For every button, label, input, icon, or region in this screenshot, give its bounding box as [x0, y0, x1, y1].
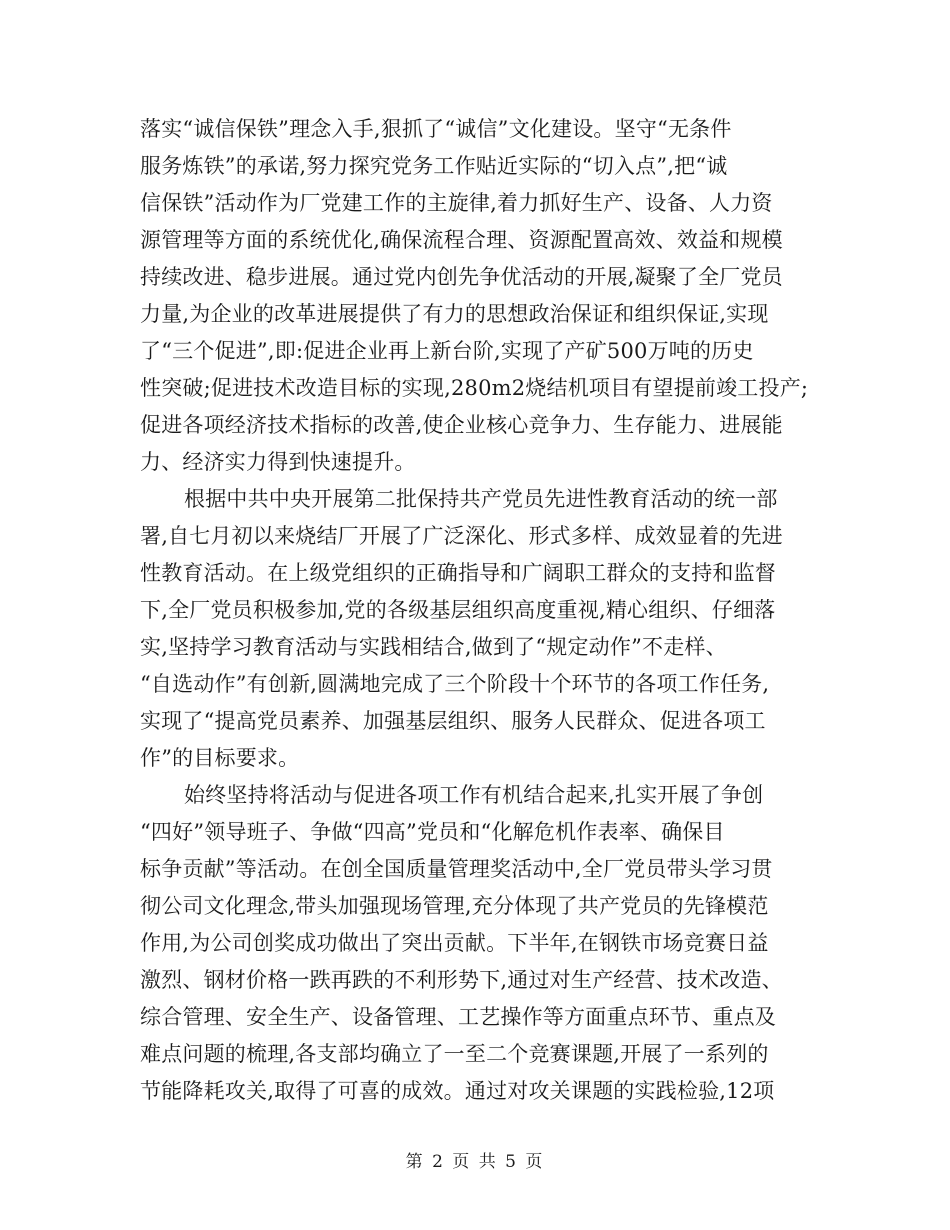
paragraph-2-line-6: “自选动作”有创新,圆满地完成了三个阶段十个环节的各项工作任务, — [140, 672, 770, 696]
paragraph-2-line-4: 下,全厂党员积极参加,党的各级基层组织高度重视,精心组织、仔细落 — [140, 598, 776, 622]
paragraph-2-line-5: 实,坚持学习教育活动与实践相结合,做到了“规定动作”不走样、 — [140, 635, 727, 659]
paragraph-1-line-2: 服务炼铁”的承诺,努力探究党务工作贴近实际的“切入点”,把“诚 — [140, 154, 728, 178]
paragraph-1-line-1: 落实“诚信保铁”理念入手,狠抓了“诚信”文化建设。坚守“无条件 — [140, 117, 732, 141]
paragraph-3-line-2: “四好”领导班子、争做“四高”党员和“化解危机作表率、确保目 — [140, 820, 725, 844]
paragraph-2-line-7: 实现了“提高党员素养、加强基层组织、服务人民群众、促进各项工 — [140, 709, 766, 733]
paragraph-3-line-4: 彻公司文化理念,带头加强现场管理,充分体现了共产党员的先锋模范 — [140, 894, 769, 918]
paragraph-3-line-7: 综合管理、安全生产、设备管理、工艺操作等方面重点环节、重点及 — [140, 1005, 776, 1029]
paragraph-1-line-10: 力、经济实力得到快速提升。 — [140, 450, 416, 474]
paragraph-3-line-8: 难点问题的梳理,各支部均确立了一至二个竞赛课题,开展了一系列的 — [140, 1042, 769, 1066]
paragraph-2-line-2: 署,自七月初以来烧结厂开展了广泛深化、形式多样、成效显着的先进 — [140, 524, 783, 548]
paragraph-3-line-6: 激烈、钢材价格一跌再跌的不利形势下,通过对生产经营、技术改造、 — [140, 968, 783, 992]
paragraph-2-line-3: 性教育活动。在上级党组织的正确指导和广阔职工群众的支持和监督 — [140, 561, 776, 585]
paragraph-3-line-5: 作用,为公司创奖成功做出了突出贡献。下半年,在钢铁市场竞赛日益 — [140, 931, 769, 955]
paragraph-3-line-9: 节能降耗攻关,取得了可喜的成效。通过对攻关课题的实践检验,12项 — [140, 1079, 775, 1103]
paragraph-3-line-1: 始终坚持将活动与促进各项工作有机结合起来,扎实开展了争创 — [184, 783, 764, 807]
paragraph-1-line-3: 信保铁”活动作为厂党建工作的主旋律,着力抓好生产、设备、人力资 — [140, 191, 773, 215]
paragraph-1-line-4: 源管理等方面的系统优化,确保流程合理、资源配置高效、效益和规模 — [140, 228, 783, 252]
paragraph-1-line-9: 促进各项经济技术指标的改善,使企业核心竞争力、生存能力、进展能 — [140, 413, 783, 437]
paragraph-1-line-7: 了“三个促进”,即:促进企业再上新台阶,实现了产矿500万吨的历史 — [140, 339, 754, 363]
paragraph-2-line-8: 作”的目标要求。 — [140, 746, 300, 770]
paragraph-1-line-6: 力量,为企业的改革进展提供了有力的思想政治保证和组织保证,实现 — [140, 302, 769, 326]
page-number-footer: 第 2 页 共 5 页 — [405, 1152, 545, 1172]
paragraph-3-line-3: 标争贡献”等活动。在创全国质量管理奖活动中,全厂党员带头学习贯 — [140, 857, 773, 881]
paragraph-1-line-8: 性突破;促进技术改造目标的实现,280m2烧结机项目有望提前竣工投产; — [140, 376, 809, 400]
paragraph-2-line-1: 根据中共中央开展第二批保持共产党员先进性教育活动的统一部 — [184, 487, 778, 511]
paragraph-1-line-5: 持续改进、稳步进展。通过党内创先争优活动的开展,凝聚了全厂党员 — [140, 265, 783, 289]
